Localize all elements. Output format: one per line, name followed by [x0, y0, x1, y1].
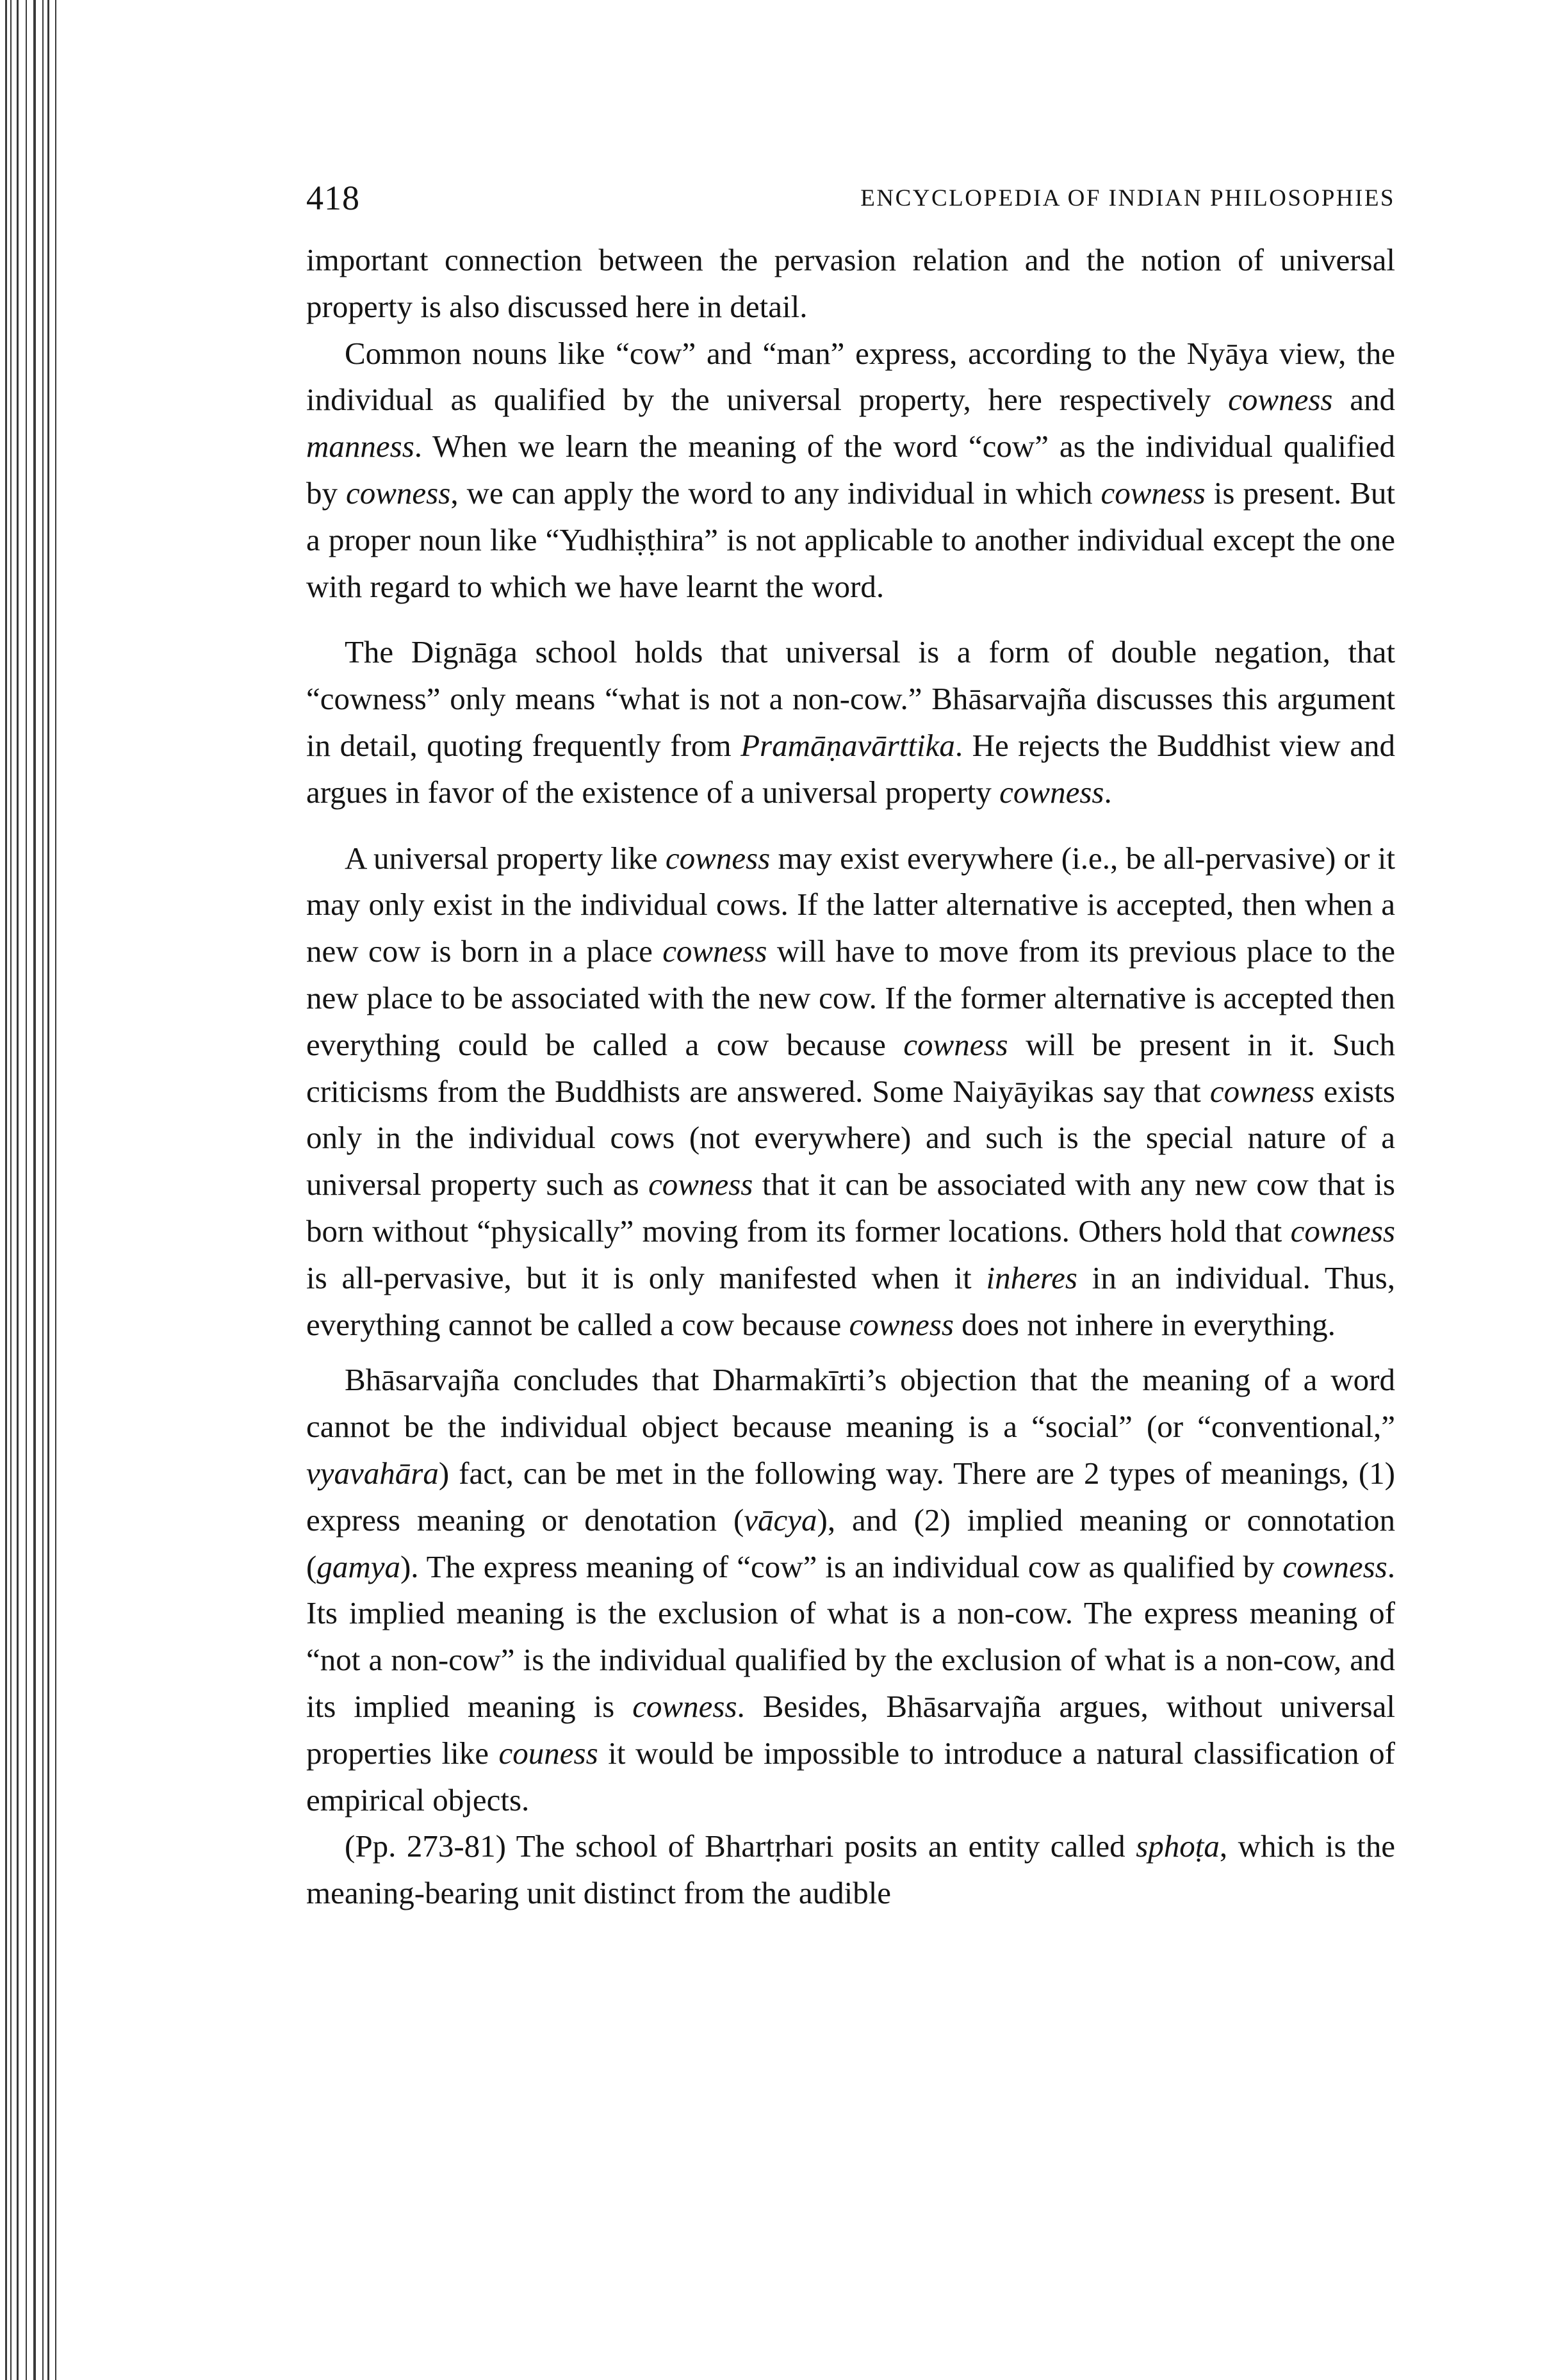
running-title: ENCYCLOPEDIA OF INDIAN PHILOSOPHIES — [860, 185, 1395, 211]
body-text — [306, 237, 1395, 1917]
page-number: 418 — [306, 179, 360, 217]
paragraph-3: The Dignāga school holds that universal is a form of double negation, that “cowness” only means “what is not a non-cow.” Bhāsarvajña discusses this argument in detail, quoting frequently from Pramāṇavārttika. He rejects the Buddhist view and argues in favor of the existence of a universal property cowness. — [306, 634, 1395, 810]
running-head — [306, 160, 1395, 218]
paragraph-4: A universal property like cowness may exist everywhere (i.e., be all-pervasive) or it may only exist in the individual cows. If the latter alternative is accepted, then when a new cow is born in a place cowness will have to move from its previous place to the new place to be associated with the new cow. If the former alternative is accepted then everything could be called a cow because cowness will be present in it. Such criticisms from the Buddhists are answered. Some Naiyāyikas say that cowness exists only in the individual cows (not everywhere) and such is the special nature of a universal property such as cowness that it can be associated with any new cow that is born without “physically” moving from its former locations. Others hold that cowness is all-pervasive, but it is only manifested when it inheres in an individual. Thus, everything cannot be called a cow because cowness does not inhere in everything. — [306, 840, 1395, 1342]
paragraph-6: (Pp. 273-81) The school of Bhartṛhari posits an entity called sphoṭa, which is the meaning-bearing unit distinct from the audible — [306, 1828, 1395, 1911]
paragraph-1: important connection between the pervasion relation and the notion of universal property is also discussed here in detail. — [306, 242, 1395, 324]
binding-edge — [0, 0, 70, 2380]
book-page — [306, 160, 1395, 1917]
paragraph-2: Common nouns like “cow” and “man” express, according to the Nyāya view, the individual as qualified by the universal property, here respectively cowness and manness. When we learn the meaning of the word “cow” as the individual qualified by cowness, we can apply the word to any individual in which cowness is present. But a proper noun like “Yudhiṣṭhira” is not applicable to another individual except the one with regard to which we have learnt the word. — [306, 335, 1395, 604]
paragraph-5: Bhāsarvajña concludes that Dharmakīrti’s objection that the meaning of a word cannot be the individual object because meaning is a “social” (or “conventional,” vyavahāra) fact, can be met in the following way. There are 2 types of meanings, (1) express meaning or denotation (vācya), and (2) implied meaning or connotation (gamya). The express meaning of “cow” is an individual cow as qualified by cowness. Its implied meaning is the exclusion of what is a non-cow. The express meaning of “not a non-cow” is the individual qualified by the exclusion of what is a non-cow, and its implied meaning is cowness. Besides, Bhāsarvajña argues, without universal properties like couness it would be impossible to introduce a natural classification of empirical objects. — [306, 1362, 1395, 1818]
